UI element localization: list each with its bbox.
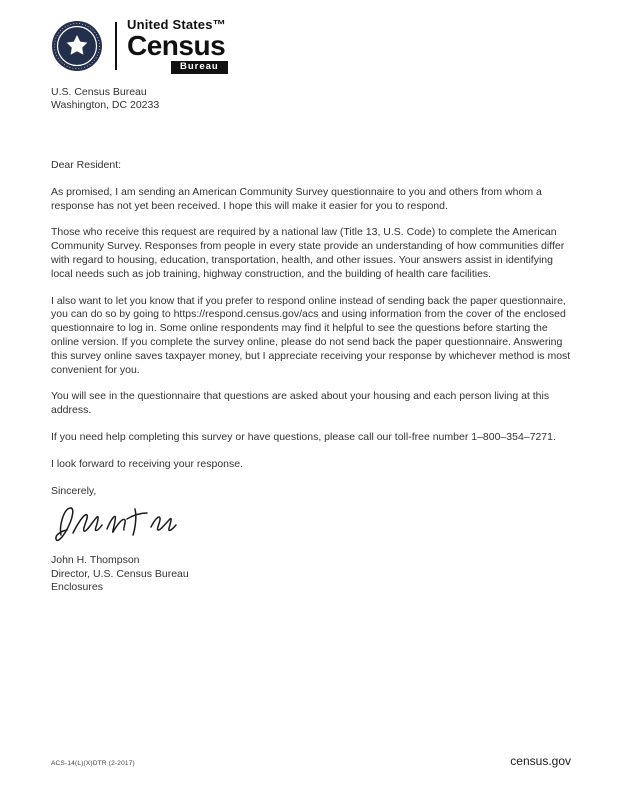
logo-divider xyxy=(115,22,117,70)
signer-name: John H. Thompson xyxy=(51,554,140,567)
salutation: Dear Resident: xyxy=(51,159,122,171)
closing: Sincerely, xyxy=(51,484,97,497)
letter-body xyxy=(51,159,571,595)
paragraph-3: I also want to let you know that if you prefer to respond online instead of sending back the paper questionnaire, you can do so by going to https://respond.census.gov/acs and using information from the cover of the enclosed questionnaire to log in. Some online respondents may find it helpful to see the questions before starting the online version. If you complete the survey online, please do not send back the paper questionnaire. Answering this survey online saves taxpayer money, but I appreciate receiving your response by whichever method is most convenient for you. xyxy=(51,294,571,376)
paragraph-4: You will see in the questionnaire that questions are asked about your housing and each person living at this address. xyxy=(51,390,550,417)
census-bureau-logo xyxy=(51,18,571,74)
paragraph-6: I look forward to receiving your response. xyxy=(51,457,244,470)
wordmark-bureau-box: Bureau xyxy=(171,61,228,74)
enclosures: Enclosures xyxy=(51,581,103,594)
wordmark-united-states: United States™ xyxy=(127,17,226,33)
paragraph-2: Those who receive this request are required by a national law (Title 13, U.S. Code) to complete the American Community Survey. Responses from people in every state provide an understanding of how communities differ with regard to housing, education, transportation, health, and other issues. Your answers assist in identifying local needs such as job training, highway construction, and the building of health care facilities. xyxy=(51,226,565,280)
page-footer xyxy=(51,754,571,768)
sender-address-line2: Washington, DC 20233 xyxy=(51,99,160,111)
sender-address xyxy=(51,86,571,112)
census-gov-label: census.gov xyxy=(510,754,571,768)
wordmark-census: Census xyxy=(127,30,226,62)
paragraph-1: As promised, I am sending an American Community Survey questionnaire to you and others from whom a response has not yet been received. I hope this will make it easier for you to respond. xyxy=(51,185,542,212)
sender-address-line1: U.S. Census Bureau xyxy=(51,86,147,98)
signature-image xyxy=(51,501,571,547)
signer-title: Director, U.S. Census Bureau xyxy=(51,568,189,581)
form-number: ACS-14(L)(X)DTR (2-2017) xyxy=(51,760,135,767)
census-wordmark xyxy=(127,18,228,74)
paragraph-5: If you need help completing this survey or have questions, please call our toll-free number 1–800–354–7271. xyxy=(51,430,556,443)
department-of-commerce-seal-icon xyxy=(51,20,103,72)
